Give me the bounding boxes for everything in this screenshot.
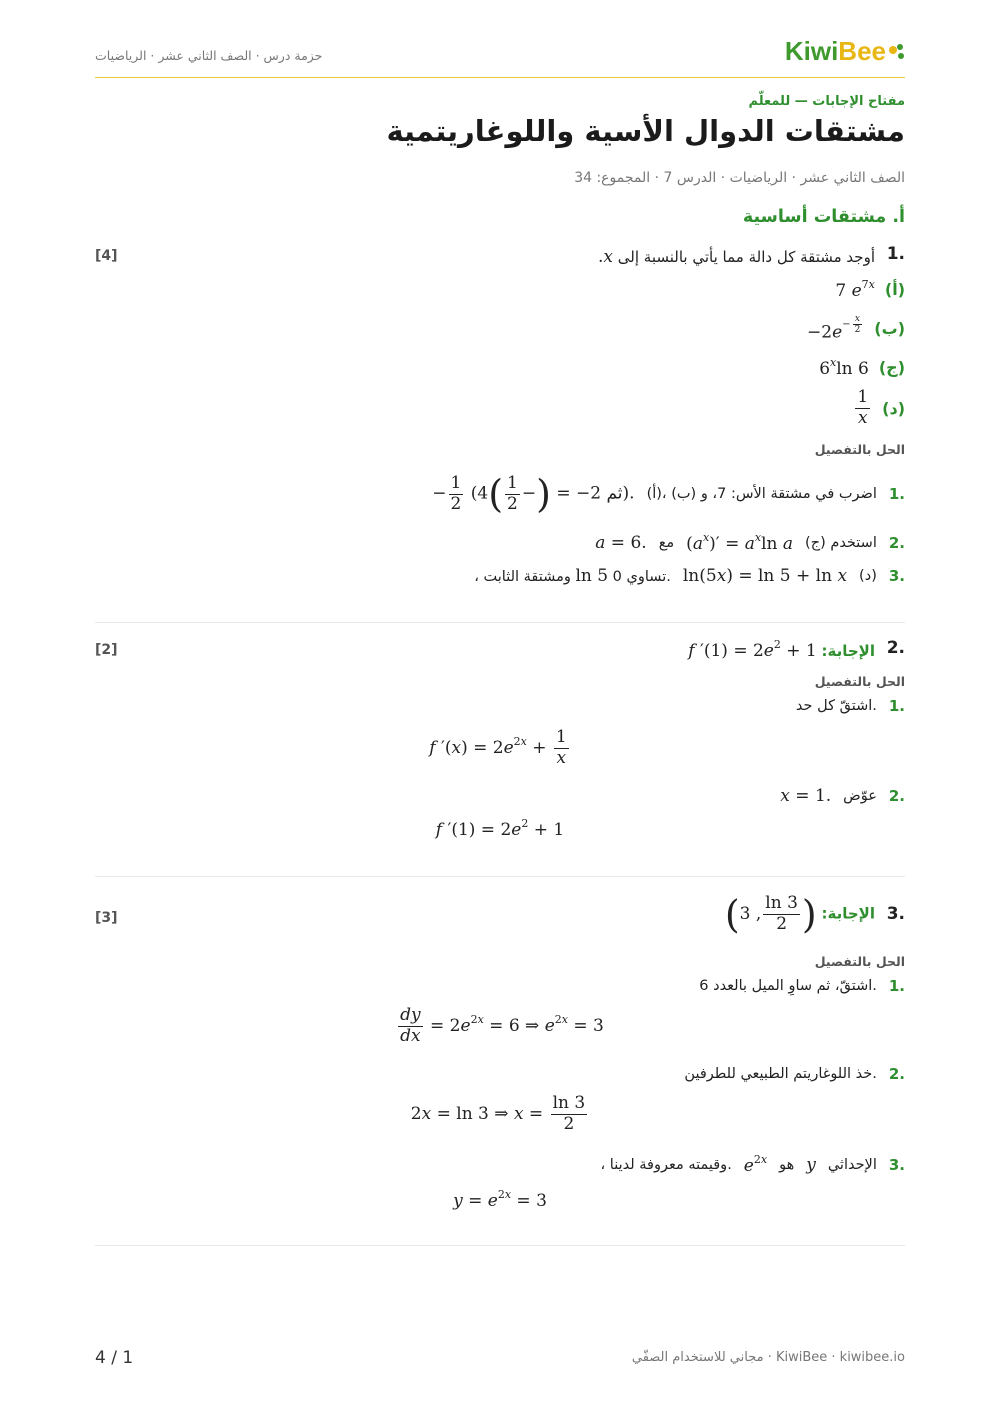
question-marks: [2] (95, 642, 118, 658)
display-equation: $y = e^{2x} = 3$ (453, 1188, 547, 1211)
step-math: ln(5x) = ln 5 + ln x (682, 566, 848, 586)
solution-heading: الحل بالتفصيل (814, 442, 905, 457)
step-text: (د) (859, 568, 877, 584)
solution-step-2 (780, 786, 905, 806)
option-answer: $-2e^{- \frac{x}{2}}$ (807, 314, 861, 343)
step-math: − $\frac{1}{2}$ (ثم 2− = (− $\frac{1}{2}$ )4). (432, 472, 635, 516)
display-equation: f $'(1) = 2e^2 + 1$ (435, 817, 565, 840)
solution-heading: الحل بالتفصيل (814, 954, 905, 969)
prompt-text: أوجد مشتقة كل دالة مما يأتي بالنسبة إلى (617, 248, 875, 266)
step-text-suffix: ، ومشتقة الثابت ln 5 تساوي 0. (474, 566, 671, 586)
step-math: x = 1. (780, 786, 832, 806)
question-prompt (598, 247, 875, 267)
display-equation: $\frac{dy}{dx}$ = $2e^{2x} = 6$ ⇒ $e^{2x} = 3$ (400, 1005, 604, 1046)
solution-step-3 (601, 1153, 906, 1176)
display-equation: f $'(x) = 2e^{2x}$ + $\frac{1}{x}$ (429, 727, 567, 768)
step-text: الإحداثي (827, 1156, 877, 1173)
answer-math: f $'(1) = 2e^2 + 1$ (688, 638, 817, 661)
question-number: 2. (886, 638, 905, 658)
solution-step-1 (432, 472, 905, 516)
step-math-value: a = 6. (595, 532, 647, 553)
step-text: خذ اللوغاريتم الطبيعي للطرفين. (684, 1066, 877, 1082)
step-math: $(a^x)' = a^x\ln$ a (686, 531, 794, 554)
step-number: 2. (888, 787, 905, 805)
option-a (835, 278, 905, 301)
step-text: (أ)، (ب) اضرب في مشتقة الأس: 7، و (646, 486, 877, 502)
question-answer (725, 892, 875, 936)
answer-label: الإجابة: (821, 642, 875, 660)
step-number: 1. (888, 977, 905, 995)
footer-credit: KiwiBee · kiwibee.io · مجاني للاستخدام الصفّي (631, 1350, 905, 1365)
divider (95, 876, 905, 877)
option-answer: 6$^x$ln 6 (819, 356, 869, 379)
option-answer: $\frac{1}{x}$ (857, 387, 869, 428)
question-answer (688, 638, 875, 661)
question-number: 1. (886, 244, 905, 264)
step-text: اشتقّ كل حد. (795, 698, 877, 714)
step-text: (ج) استخدم (805, 534, 877, 551)
step-number: 1. (888, 697, 905, 715)
step-math: y (806, 1154, 816, 1175)
section-heading: أ. مشتقات أساسية (742, 207, 905, 227)
page-number: 4 / 1 (95, 1348, 134, 1368)
page-title: مشتقات الدوال الأسية واللوغاريتمية (386, 114, 905, 148)
lesson-meta: الصف الثاني عشر · الرياضيات · الدرس 7 · المجموع: 34 (574, 170, 905, 186)
breadcrumb: حزمة درس · الصف الثاني عشر · الرياضيات (95, 48, 323, 63)
option-label: (ج) (878, 358, 905, 377)
step-text-mid: هو (779, 1156, 795, 1173)
step-number: 1. (888, 485, 905, 503)
step-number: 3. (888, 567, 905, 585)
option-answer: 7 $e^{7x}$ (835, 278, 875, 301)
option-d (853, 388, 905, 428)
solution-heading: الحل بالتفصيل (814, 674, 905, 689)
divider (95, 1245, 905, 1246)
solution-step-2 (595, 531, 905, 554)
divider (95, 622, 905, 623)
option-label: (د) (882, 398, 905, 418)
logo-dots-icon (889, 44, 905, 60)
logo-bee-text: Bee (838, 36, 886, 66)
question-marks: [4] (95, 248, 118, 264)
step-math-2: $e^{2x}$ (743, 1153, 768, 1176)
logo-kiwi-text: Kiwi (784, 36, 839, 66)
display-equation: 2x = ln 3 ⇒ x = $\frac{\ln 3}{2}$ (410, 1093, 586, 1134)
prompt-variable: x. (598, 247, 614, 267)
worksheet-page (95, 0, 905, 1413)
option-label: (ب) (874, 318, 905, 338)
answer-math: ( $\frac{\ln 3}{2}$ , 3) (724, 892, 817, 936)
answer-key-label: مفتاح الإجابات — للمعلّم (748, 94, 905, 109)
step-text-suffix: مع (658, 534, 675, 551)
step-text: عوّض (843, 788, 877, 804)
question-number: 3. (886, 904, 905, 924)
solution-step-1 (699, 977, 905, 995)
solution-step-1 (796, 697, 905, 715)
step-number: 3. (888, 1155, 905, 1174)
question-marks: [3] (95, 910, 118, 926)
kiwibee-logo (785, 36, 905, 67)
step-number: 2. (888, 1065, 905, 1083)
step-text: اشتقّ، ثم ساوِ الميل بالعدد 6. (699, 978, 877, 994)
step-number: 2. (888, 533, 905, 552)
option-c (819, 356, 905, 379)
option-b (807, 314, 905, 342)
answer-label: الإجابة: (821, 904, 875, 923)
option-label: (أ) (884, 280, 905, 299)
step-text-suffix: ، وقيمته معروفة لدينا. (600, 1156, 732, 1173)
solution-step-2 (684, 1065, 905, 1083)
solution-step-3 (474, 566, 905, 586)
page-header (95, 36, 905, 78)
